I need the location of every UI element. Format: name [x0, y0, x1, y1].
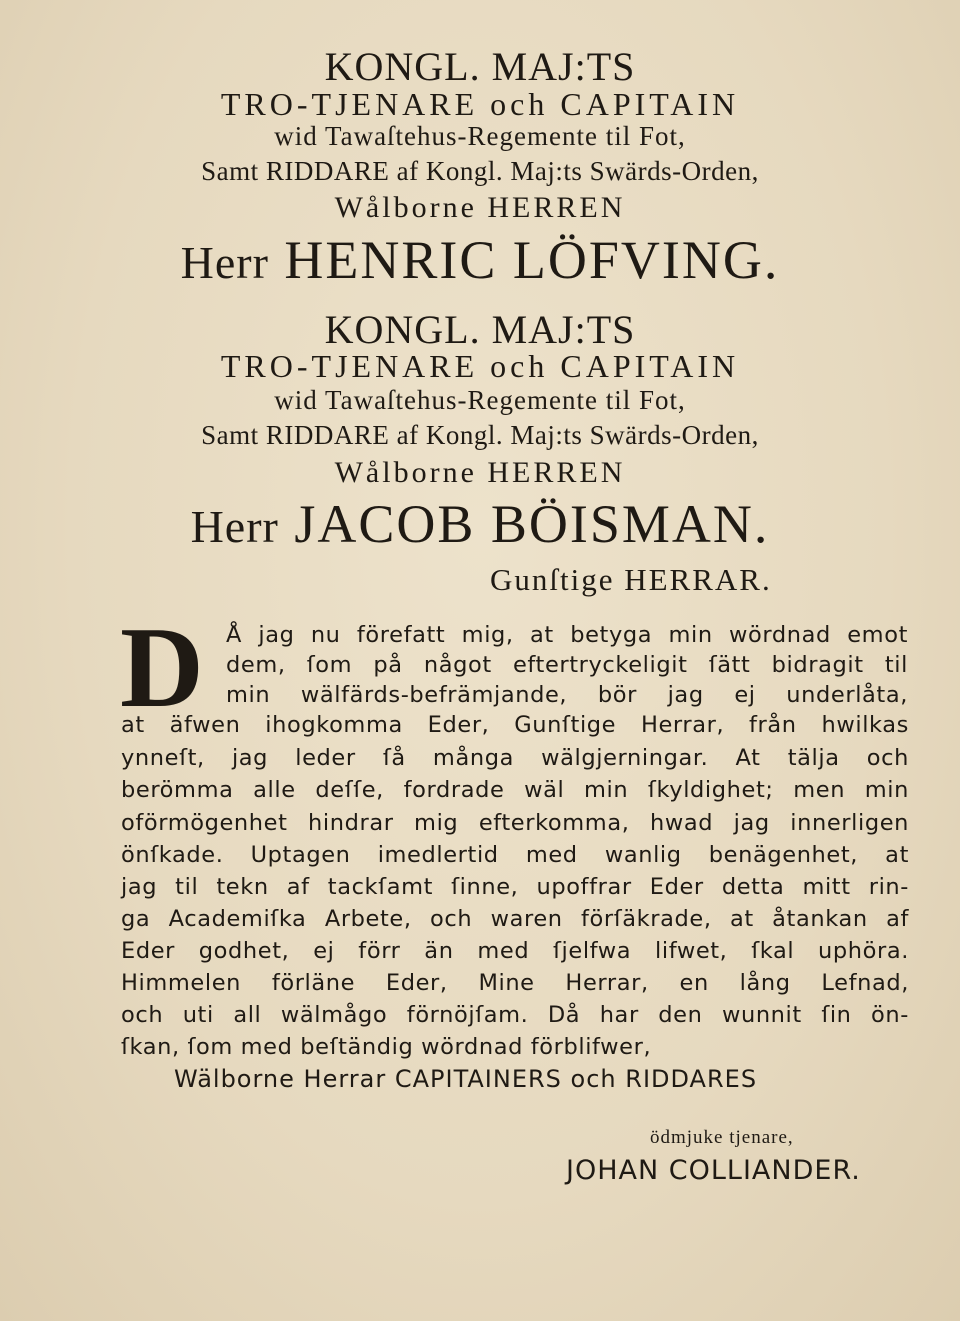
letter-line: berömma alle deſſe, fordrade wäl min ſkyldighet; men min — [121, 777, 909, 803]
letter-line: min wälfärds-befrämjande, bör jag ej underlåta, — [226, 682, 908, 708]
address-1-name: HENRIC LÖFVING. — [284, 230, 780, 290]
letter-line: ſkan, ſom med beſtändig wördnad förblifwer, — [121, 1034, 652, 1060]
letter-line: Eder godhet, ej förr än med ſjelfwa lifwet, ſkal uphöra. — [121, 938, 909, 964]
closing-line: Wälborne Herrar CAPITAINERS och RIDDARES — [174, 1065, 758, 1093]
drop-cap: D — [120, 604, 204, 732]
address-1-salutation: Wålborne HERREN — [334, 191, 626, 224]
letter-line: oförmögenhet hindrar mig efterkomma, hwad jag innerligen — [121, 810, 909, 836]
letter-line: och uti all wälmågo förnöjſam. Då har den wunnit ſin ön- — [121, 1002, 909, 1028]
address-1-regiment: wid Tawaſtehus-Regemente til Fot, — [274, 121, 686, 151]
letter-line: ga Academiſka Arbete, och waren förſäkrade, at åtankan af — [121, 906, 909, 932]
address-1-kongl: KONGL. MAJ:TS — [324, 44, 636, 89]
letter-line: Himmelen förläne Eder, Mine Herrar, en lång Lefnad, — [121, 970, 909, 996]
address-1-order: Samt RIDDARE af Kongl. Maj:ts Swärds-Orden, — [201, 156, 759, 186]
greeting: Gunſtige HERRAR. — [490, 562, 772, 597]
address-2-name: JACOB BÖISMAN. — [294, 494, 770, 554]
signer-name: JOHAN COLLIANDER. — [566, 1155, 861, 1186]
letter-line: önſkade. Uptagen imedlertid med wanlig benägenhet, at — [121, 842, 909, 868]
address-1-name-line — [0, 230, 960, 290]
address-2-salutation: Wålborne HERREN — [334, 456, 626, 489]
bleed-through-shadow — [420, 1130, 446, 1210]
address-2-regiment: wid Tawaſtehus-Regemente til Fot, — [274, 385, 686, 415]
address-2-title: TRO-TJENARE och CAPITAIN — [220, 348, 740, 384]
address-1-title: TRO-TJENARE och CAPITAIN — [220, 86, 740, 122]
address-2-order: Samt RIDDARE af Kongl. Maj:ts Swärds-Orden, — [201, 420, 759, 450]
letter-line: Å jag nu förefatt mig, at betyga min wördnad emot — [226, 622, 908, 648]
address-1-herr: Herr — [180, 237, 269, 288]
letter-line: at äfwen ihogkomma Eder, Gunſtige Herrar, från hwilkas — [121, 712, 909, 738]
letter-line: dem, ſom på något eftertryckeligit ſätt bidragit til — [226, 652, 908, 678]
address-2-herr: Herr — [190, 501, 279, 552]
address-2-name-line — [0, 494, 960, 554]
humble-servant: ödmjuke tjenare, — [650, 1127, 794, 1148]
address-2-kongl: KONGL. MAJ:TS — [324, 307, 636, 352]
letter-line: ynneſt, jag leder ſå många wälgjerningar. At tälja och — [121, 745, 909, 771]
letter-line: jag til tekn af tackſamt ſinne, upoffrar Eder detta mitt rin- — [121, 874, 909, 900]
